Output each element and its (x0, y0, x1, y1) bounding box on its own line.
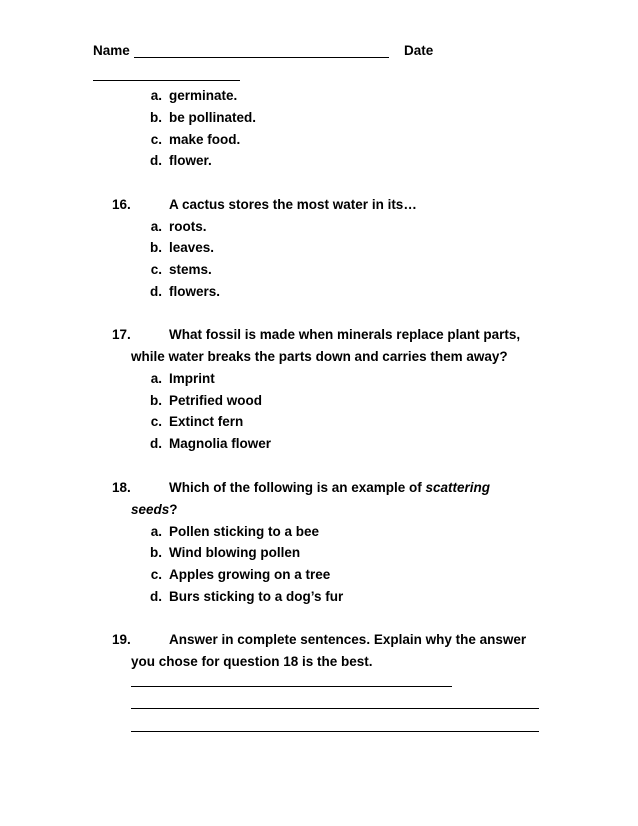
option-letter: b. (150, 393, 162, 408)
answer-line[interactable] (131, 708, 539, 709)
question-number: 17. (112, 327, 131, 342)
option-letter: a. (150, 524, 162, 539)
question-text-italic-1: scattering (425, 480, 491, 495)
option-text: Wind blowing pollen (169, 545, 301, 560)
answer-line[interactable] (131, 686, 452, 687)
option-letter: d. (150, 153, 162, 168)
option-letter: d. (150, 436, 162, 451)
option-text: Burs sticking to a dog’s fur (169, 589, 344, 604)
name-field-line[interactable] (134, 57, 389, 58)
option-text: flower. (169, 153, 212, 168)
question-text-line-1: What fossil is made when minerals replace plant parts, (169, 327, 521, 342)
option-text: Extinct fern (169, 414, 244, 429)
option-letter: c. (150, 567, 162, 582)
question-number: 18. (112, 480, 131, 495)
name-label: Name (93, 43, 130, 58)
answer-line[interactable] (131, 731, 539, 732)
option-letter: b. (150, 110, 162, 125)
option-text: roots. (169, 219, 207, 234)
question-text-after: ? (169, 502, 178, 517)
date-label: Date (404, 43, 434, 58)
option-text: be pollinated. (169, 110, 257, 125)
option-text: Imprint (169, 371, 215, 386)
option-letter: d. (150, 589, 162, 604)
option-text: Apples growing on a tree (169, 567, 331, 582)
option-text: stems. (169, 262, 212, 277)
question-number: 19. (112, 632, 131, 647)
option-letter: c. (150, 414, 162, 429)
option-letter: a. (150, 371, 162, 386)
option-text: germinate. (169, 88, 238, 103)
option-text: leaves. (169, 240, 215, 255)
question-text-italic-2: seeds (131, 502, 170, 517)
date-field-line[interactable] (93, 80, 240, 81)
question-text-line-2: while water breaks the parts down and carries them away? (131, 349, 508, 364)
option-text: make food. (169, 132, 241, 147)
option-text: Petrified wood (169, 393, 263, 408)
option-text: Magnolia flower (169, 436, 272, 451)
option-text: flowers. (169, 284, 221, 299)
question-number: 16. (112, 197, 131, 212)
question-text-line-1 (169, 480, 490, 495)
option-text: Pollen sticking to a bee (169, 524, 320, 539)
option-letter: c. (150, 262, 162, 277)
option-letter: b. (150, 545, 162, 560)
question-text-before: Which of the following is an example of (169, 480, 426, 495)
option-letter: a. (150, 219, 162, 234)
option-letter: b. (150, 240, 162, 255)
option-letter: a. (150, 88, 162, 103)
option-letter: d. (150, 284, 162, 299)
question-text: A cactus stores the most water in its… (169, 197, 417, 212)
question-text-line-2: you chose for question 18 is the best. (131, 654, 373, 669)
question-text-line-2 (131, 502, 178, 517)
option-letter: c. (150, 132, 162, 147)
question-text-line-1: Answer in complete sentences. Explain why the answer (169, 632, 527, 647)
